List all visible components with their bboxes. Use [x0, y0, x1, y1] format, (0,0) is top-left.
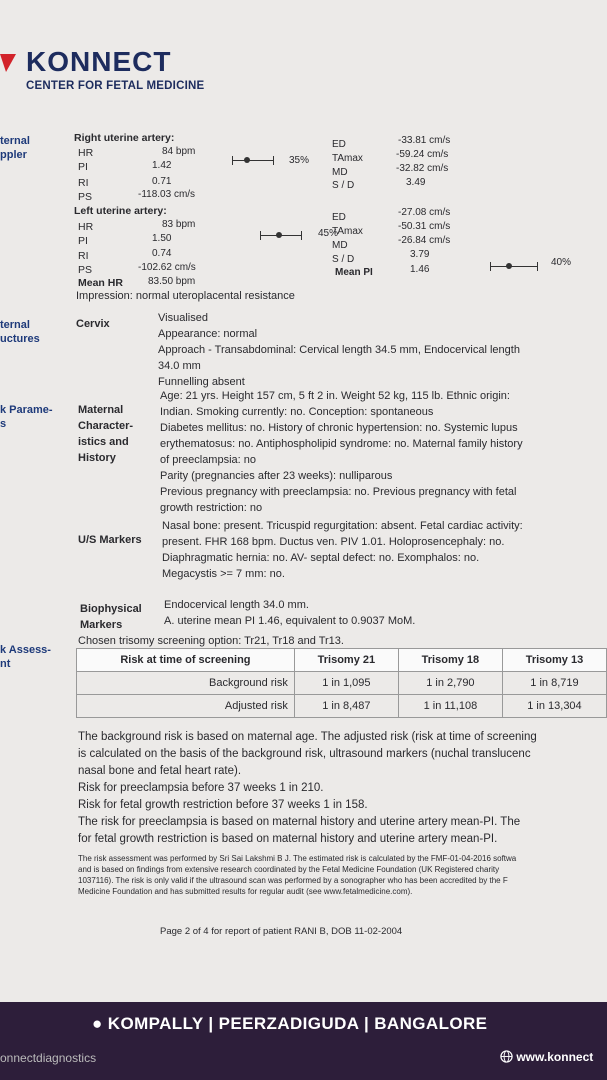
maternal-line: growth restriction: no — [160, 502, 263, 514]
table-header-cell: Risk at time of screening — [77, 649, 295, 672]
ru-hr-label: HR — [78, 147, 94, 159]
us-marker-line: Diaphragmatic hernia: no. AV- septal defect: no. Exomphalos: no. — [162, 552, 480, 564]
brand-subtitle: CENTER FOR FETAL MEDICINE — [26, 80, 205, 92]
cervix-line: Approach - Transabdominal: Cervical length 34.5 mm, Endocervical length — [158, 344, 520, 356]
ru-sd-value: 3.49 — [406, 177, 426, 188]
lu-meanpi-value: 1.46 — [410, 264, 430, 275]
maternal-line: of preeclampsia: no — [160, 454, 256, 466]
right-uterine-title: Right uterine artery: — [74, 132, 175, 144]
section-label-parameters: k Parame- s — [0, 404, 53, 430]
us-markers-details — [162, 518, 523, 582]
cervix-label: Cervix — [76, 318, 110, 330]
section-label-structures: ternal uctures — [0, 319, 40, 345]
table-cell: 1 in 2,790 — [398, 672, 502, 695]
maternal-line: Previous pregnancy with preeclampsia: no. Previous pregnancy with fetal — [160, 486, 517, 498]
impression: Impression: normal uteroplacental resistance — [76, 290, 295, 302]
ru-tamax-value: -59.24 cm/s — [396, 149, 449, 160]
lu-meanhr-value: 83.50 bpm — [148, 276, 196, 287]
maternal-details — [160, 388, 523, 516]
note-line: Risk for fetal growth restriction before 37 weeks 1 in 158. — [78, 799, 368, 811]
ru-ps-label: PS — [78, 191, 93, 203]
ru-md-label: MD — [332, 167, 348, 178]
ru-percentile: 35% — [289, 155, 310, 166]
footer-locations: ● KOMPALLY | PEERZADIGUDA | BANGALORE — [92, 1014, 488, 1033]
lu-tamax-label: TAmax — [332, 226, 363, 237]
table-header-cell: Trisomy 21 — [294, 649, 398, 672]
table-cell: 1 in 8,487 — [294, 695, 398, 718]
lu-ps-value: -102.62 cm/s — [138, 262, 196, 273]
cervix-line: Funnelling absent — [158, 376, 245, 388]
biophysical-line: A. uterine mean PI 1.46, equivalent to 0.9037 MoM. — [164, 615, 416, 627]
lu-meanhr-label: Mean HR — [78, 277, 123, 289]
left-uterine-title: Left uterine artery: — [74, 205, 167, 217]
globe-icon — [500, 1050, 513, 1063]
table-header-cell: Trisomy 13 — [502, 649, 606, 672]
location-pin-icon: ● — [92, 1014, 103, 1033]
section-label-assessment: k Assess- nt — [0, 644, 51, 670]
cervix-details — [158, 310, 520, 390]
lu-ri-value: 0.74 — [152, 248, 172, 259]
lu-hr-label: HR — [78, 221, 94, 233]
lu-pi-value: 1.50 — [152, 233, 172, 244]
note-line: nasal bone and fetal heart rate). — [78, 765, 242, 777]
table-cell: 1 in 13,304 — [502, 695, 606, 718]
logo-mark-icon — [0, 52, 22, 74]
note-line: for fetal growth restriction is based on maternal history and uterine artery mean-PI. — [78, 833, 498, 845]
ru-hr-value: 84 bpm — [162, 146, 196, 157]
risk-table — [76, 648, 607, 718]
us-marker-line: present. FHR 168 bpm. Ductus ven. PIV 1.01. Holoprosencephaly: no. — [162, 536, 505, 548]
brand-name: KONNECT — [26, 46, 172, 77]
left-uterine-percentile-range — [260, 231, 302, 239]
section-label-doppler: ternal ppler — [0, 135, 30, 161]
lu-percentile: 45% — [318, 228, 339, 239]
lu-md-label: MD — [332, 240, 348, 251]
table-cell: 1 in 8,719 — [502, 672, 606, 695]
table-header-cell: Trisomy 18 — [398, 649, 502, 672]
range-marker — [276, 232, 282, 238]
table-header-row — [77, 649, 607, 672]
lu-pi-label: PI — [78, 235, 88, 247]
cervix-line: Appearance: normal — [158, 328, 258, 340]
maternal-line: Diabetes mellitus: no. History of chronic hypertension: no. Systemic lupus — [160, 422, 518, 434]
ru-ed-label: ED — [332, 139, 346, 150]
ru-ps-value: -118.03 cm/s — [138, 189, 196, 200]
cervix-line: Visualised — [158, 312, 208, 324]
note-line: Risk for preeclampsia before 37 weeks 1 in 210. — [78, 782, 324, 794]
lu-md-value: -26.84 cm/s — [398, 235, 451, 246]
page-number: Page 2 of 4 for report of patient RANI B, DOB 11-02-2004 — [160, 926, 403, 937]
ru-md-value: -32.82 cm/s — [396, 163, 449, 174]
note-line: The risk for preeclampsia is based on maternal history and uterine artery mean-PI. The — [78, 816, 521, 828]
ru-tamax-label: TAmax — [332, 153, 363, 164]
table-row — [77, 695, 607, 718]
us-marker-line: Nasal bone: present. Tricuspid regurgitation: absent. Fetal cardiac activity: — [162, 520, 523, 532]
range-marker — [506, 263, 512, 269]
table-cell: Adjusted risk — [77, 695, 295, 718]
ru-ri-label: RI — [78, 177, 89, 189]
lu-ps-label: PS — [78, 264, 93, 276]
maternal-line: Age: 21 yrs. Height 157 cm, 5 ft 2 in. Weight 52 kg, 115 lb. Ethnic origin: — [160, 390, 510, 402]
lu-sd-label: S / D — [332, 254, 355, 265]
lu-sd-value: 3.79 — [410, 249, 430, 260]
ru-ri-value: 0.71 — [152, 176, 172, 187]
note-line: is calculated on the basis of the background risk, ultrasound markers (nuchal translucenc — [78, 748, 531, 760]
table-cell: 1 in 1,095 — [294, 672, 398, 695]
maternal-line: Parity (pregnancies after 23 weeks): nulliparous — [160, 470, 393, 482]
ru-ed-value: -33.81 cm/s — [398, 135, 451, 146]
right-uterine-percentile-range — [232, 156, 274, 164]
lu-meanpi-label: Mean PI — [335, 267, 373, 278]
range-marker — [244, 157, 250, 163]
mean-pi-percentile-range — [490, 262, 538, 270]
biophysical-details — [164, 597, 415, 629]
maternal-line: Indian. Smoking currently: no. Conception: spontaneous — [160, 406, 434, 418]
ru-pi-value: 1.42 — [152, 160, 172, 171]
risk-notes — [78, 729, 537, 848]
footer-website[interactable]: www.konnect — [500, 1050, 593, 1064]
us-marker-line: Megacystis >= 7 mm: no. — [162, 568, 285, 580]
meanpi-percentile: 40% — [551, 257, 572, 268]
maternal-label: Maternal Character- istics and History — [78, 404, 134, 464]
ru-pi-label: PI — [78, 161, 88, 173]
maternal-line: erythematosus: no. Antiphospholipid syndrome: no. Maternal family history — [160, 438, 523, 450]
biophysical-label: Biophysical Markers — [80, 603, 142, 631]
footer-social-handle: onnectdiagnostics — [0, 1051, 97, 1065]
lu-ed-value: -27.08 cm/s — [398, 207, 451, 218]
ru-sd-label: S / D — [332, 180, 355, 191]
logo — [0, 44, 300, 104]
biophysical-line: Endocervical length 34.0 mm. — [164, 599, 309, 611]
footer-band — [0, 1002, 607, 1080]
table-cell: 1 in 11,108 — [398, 695, 502, 718]
lu-tamax-value: -50.31 cm/s — [398, 221, 451, 232]
fine-print: The risk assessment was performed by Sri Sai Lakshmi B J. The estimated risk is calculated by the FMF-01-04-2016 softwa and is based on findings from extensive research coordinated by the Fetal Medicine Foundation (UK Registered charity 1037116). The risk is only valid if the ultrasound scan was performed by a sonographer who has been accredited by the F Medicine Foundation and has submitted results for regular audit (see www.fetalmedicine.com). — [78, 854, 517, 896]
cervix-line: 34.0 mm — [158, 360, 201, 372]
us-markers-label: U/S Markers — [78, 534, 142, 546]
screening-option: Chosen trisomy screening option: Tr21, Tr18 and Tr13. — [78, 635, 344, 647]
table-row — [77, 672, 607, 695]
lu-ed-label: ED — [332, 212, 346, 223]
note-line: The background risk is based on maternal age. The adjusted risk (risk at time of screening — [78, 731, 537, 743]
lu-ri-label: RI — [78, 250, 89, 262]
table-cell: Background risk — [77, 672, 295, 695]
lu-hr-value: 83 bpm — [162, 219, 196, 230]
